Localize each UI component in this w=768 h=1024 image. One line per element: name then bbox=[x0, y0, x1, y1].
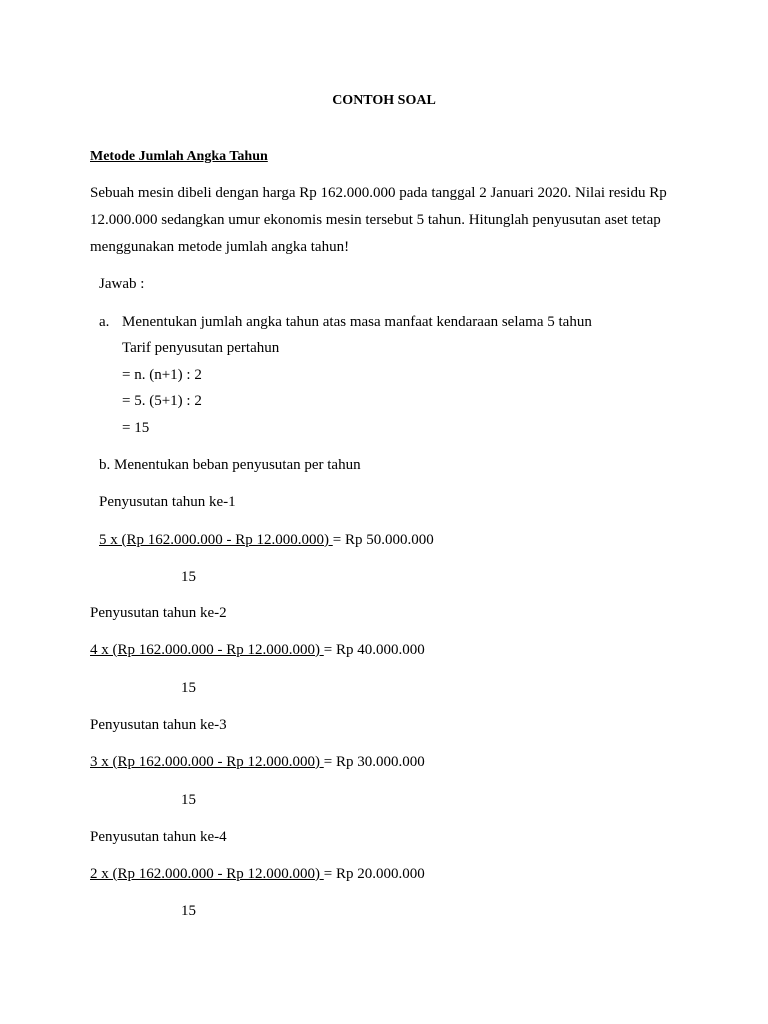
year-label: Penyusutan tahun ke-4 bbox=[90, 829, 227, 845]
answer-label: Jawab : bbox=[99, 276, 145, 292]
part-a-line: = n. (n+1) : 2 bbox=[122, 367, 202, 383]
problem-line-1: Sebuah mesin dibeli dengan harga Rp 162.000.000 pada tanggal 2 Januari 2020. Nilai residu Rp bbox=[90, 185, 667, 201]
year-result: = Rp 50.000.000 bbox=[332, 532, 434, 548]
year-denominator: 15 bbox=[181, 569, 196, 585]
year-formula bbox=[90, 753, 425, 771]
part-a-line: = 15 bbox=[122, 420, 150, 436]
part-a-marker: a. bbox=[99, 314, 110, 330]
year-formula bbox=[99, 531, 434, 549]
year-formula bbox=[90, 641, 425, 659]
year-result: = Rp 30.000.000 bbox=[323, 754, 425, 770]
year-label: Penyusutan tahun ke-3 bbox=[90, 717, 227, 733]
year-formula bbox=[90, 865, 425, 883]
year-numerator: 4 x (Rp 162.000.000 - Rp 12.000.000) bbox=[90, 642, 324, 658]
year-result: = Rp 40.000.000 bbox=[323, 642, 425, 658]
year-numerator: 2 x (Rp 162.000.000 - Rp 12.000.000) bbox=[90, 866, 324, 882]
year-label: Penyusutan tahun ke-1 bbox=[99, 494, 236, 510]
year-result: = Rp 20.000.000 bbox=[323, 866, 425, 882]
year-numerator: 5 x (Rp 162.000.000 - Rp 12.000.000) bbox=[99, 532, 333, 548]
part-b-heading: b. Menentukan beban penyusutan per tahun bbox=[99, 457, 361, 473]
part-a-line: Tarif penyusutan pertahun bbox=[122, 340, 280, 356]
year-denominator: 15 bbox=[181, 903, 196, 919]
page-title: CONTOH SOAL bbox=[332, 93, 436, 108]
section-heading: Metode Jumlah Angka Tahun bbox=[90, 149, 268, 164]
year-denominator: 15 bbox=[181, 792, 196, 808]
part-a-line: = 5. (5+1) : 2 bbox=[122, 393, 202, 409]
year-denominator: 15 bbox=[181, 680, 196, 696]
year-numerator: 3 x (Rp 162.000.000 - Rp 12.000.000) bbox=[90, 754, 324, 770]
year-label: Penyusutan tahun ke-2 bbox=[90, 605, 227, 621]
part-a-heading: Menentukan jumlah angka tahun atas masa manfaat kendaraan selama 5 tahun bbox=[122, 314, 592, 330]
problem-line-3: menggunakan metode jumlah angka tahun! bbox=[90, 239, 350, 255]
problem-line-2: 12.000.000 sedangkan umur ekonomis mesin tersebut 5 tahun. Hitunglah penyusutan aset tetap bbox=[90, 212, 661, 228]
